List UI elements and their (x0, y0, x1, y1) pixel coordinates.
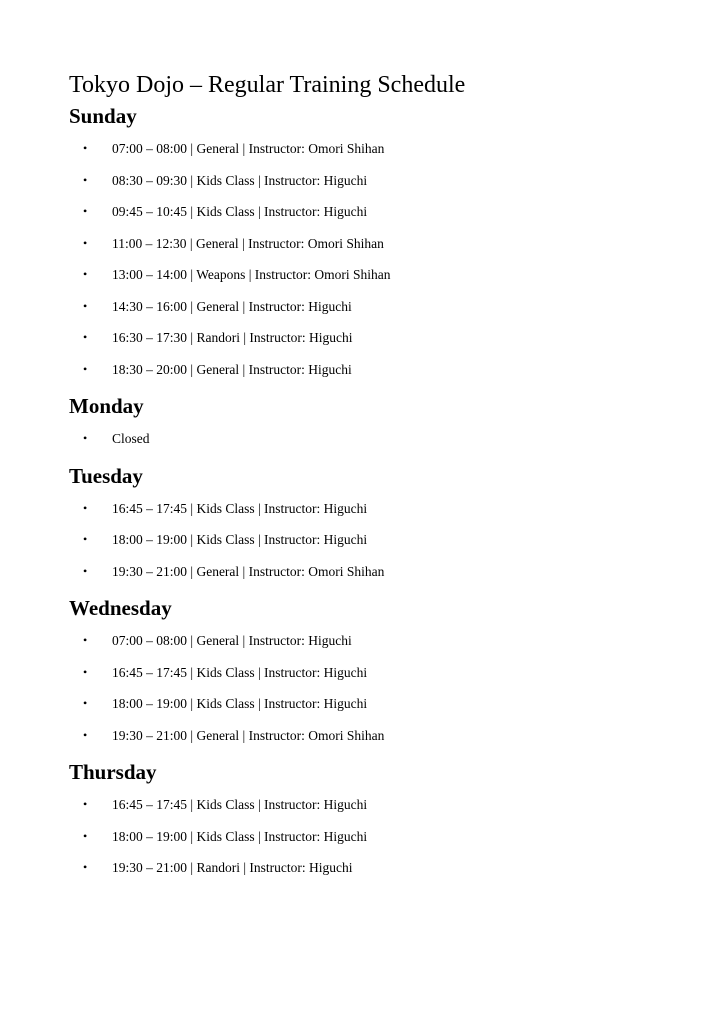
bullet-icon: • (83, 828, 88, 843)
list-item (69, 828, 709, 845)
day-heading: Sunday (69, 104, 137, 128)
session-list (69, 500, 709, 580)
day-section-wednesday (69, 594, 709, 744)
session-list (69, 796, 709, 876)
list-item (69, 430, 709, 447)
bullet-icon: • (83, 235, 88, 250)
page-title: Tokyo Dojo – Regular Training Schedule (69, 72, 466, 98)
bullet-icon: • (83, 797, 88, 811)
list-item (69, 531, 709, 548)
list-item (69, 500, 709, 517)
list-item (69, 266, 709, 283)
session-text: 09:45 – 10:45 | Kids Class | Instructor: Higuchi (112, 204, 368, 219)
list-item (69, 235, 709, 252)
list-item (69, 329, 709, 346)
day-section-tuesday (69, 462, 709, 580)
session-text: 14:30 – 16:00 | General | Instructor: Higuchi (112, 298, 352, 314)
day-section-sunday (69, 102, 709, 378)
list-item (69, 172, 709, 189)
session-text: 11:00 – 12:30 | General | Instructor: Omori Shihan (112, 235, 384, 251)
list-item (69, 140, 709, 157)
session-text: 19:30 – 21:00 | Randori | Instructor: Higuchi (112, 860, 353, 875)
list-item (69, 298, 709, 315)
list-item (69, 859, 709, 876)
schedule-document (69, 70, 709, 891)
session-text: 16:45 – 17:45 | Kids Class | Instructor: Higuchi (112, 797, 368, 812)
bullet-icon: • (83, 361, 88, 376)
list-item (69, 796, 709, 813)
bullet-icon: • (83, 532, 88, 546)
bullet-icon: • (83, 727, 88, 742)
session-text: 18:30 – 20:00 | General | Instructor: Higuchi (112, 361, 352, 377)
bullet-icon: • (83, 664, 88, 679)
day-heading: Monday (69, 394, 144, 418)
day-heading: Thursday (69, 760, 157, 784)
day-heading: Wednesday (69, 596, 172, 620)
list-item (69, 632, 709, 649)
bullet-icon: • (83, 141, 88, 155)
bullet-icon: • (83, 860, 88, 874)
bullet-icon: • (83, 500, 88, 515)
bullet-icon: • (83, 204, 88, 218)
list-item (69, 664, 709, 681)
session-text: 07:00 – 08:00 | General | Instructor: Higuchi (112, 633, 352, 648)
list-item (69, 361, 709, 378)
session-text: 16:45 – 17:45 | Kids Class | Instructor: Higuchi (112, 664, 368, 680)
session-text: Closed (112, 431, 150, 446)
session-text: 16:30 – 17:30 | Randori | Instructor: Higuchi (112, 330, 353, 345)
session-text: 18:00 – 19:00 | Kids Class | Instructor: Higuchi (112, 696, 368, 711)
session-text: 13:00 – 14:00 | Weapons | Instructor: Omori Shihan (112, 267, 391, 282)
bullet-icon: • (83, 267, 88, 281)
session-list (69, 632, 709, 744)
bullet-icon: • (83, 330, 88, 344)
bullet-icon: • (83, 172, 88, 187)
list-item (69, 563, 709, 580)
session-list (69, 140, 709, 378)
session-text: 18:00 – 19:00 | Kids Class | Instructor: Higuchi (112, 828, 368, 844)
list-item (69, 203, 709, 220)
day-section-thursday (69, 758, 709, 876)
session-text: 19:30 – 21:00 | General | Instructor: Omori Shihan (112, 727, 385, 743)
session-text: 16:45 – 17:45 | Kids Class | Instructor: Higuchi (112, 500, 368, 516)
bullet-icon: • (83, 696, 88, 710)
bullet-icon: • (83, 563, 88, 578)
bullet-icon: • (83, 298, 88, 313)
day-heading: Tuesday (69, 463, 143, 488)
session-text: 07:00 – 08:00 | General | Instructor: Omori Shihan (112, 141, 385, 156)
bullet-icon: • (83, 431, 88, 445)
session-text: 18:00 – 19:00 | Kids Class | Instructor: Higuchi (112, 532, 368, 547)
session-list (69, 430, 709, 447)
session-text: 08:30 – 09:30 | Kids Class | Instructor: Higuchi (112, 172, 368, 188)
list-item (69, 727, 709, 744)
day-section-monday (69, 392, 709, 447)
bullet-icon: • (83, 633, 88, 647)
list-item (69, 695, 709, 712)
session-text: 19:30 – 21:00 | General | Instructor: Omori Shihan (112, 563, 385, 579)
